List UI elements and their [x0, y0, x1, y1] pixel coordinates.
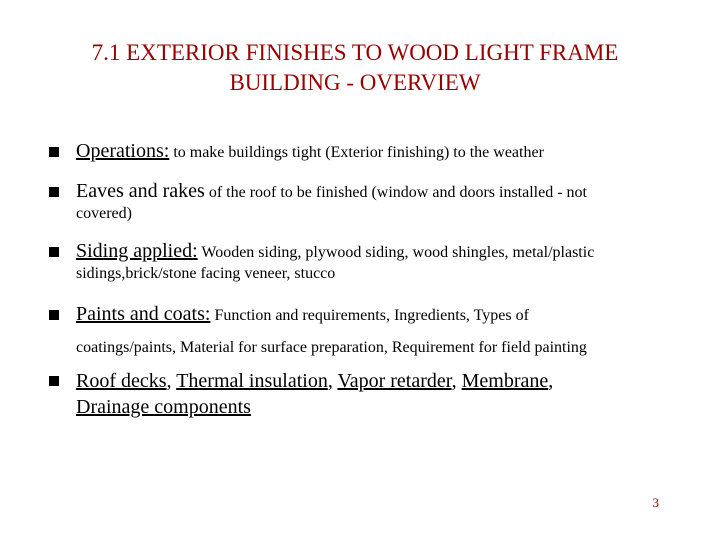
- title-line-2: BUILDING - OVERVIEW: [229, 70, 481, 95]
- bullet-continuation: sidings,brick/stone facing veneer, stucco: [76, 265, 336, 282]
- slide-title: [30, 38, 680, 98]
- item-drainage-components: Drainage components: [76, 396, 251, 418]
- bullet-continuation: coatings/paints, Material for surface preparation, Requirement for field painting: [76, 339, 587, 356]
- item-thermal-insulation: Thermal insulation: [176, 370, 328, 392]
- title-line-1: 7.1 EXTERIOR FINISHES TO WOOD LIGHT FRAME: [91, 40, 619, 65]
- bullet-text: Wooden siding, plywood siding, wood shingles, metal/plastic: [197, 244, 595, 261]
- square-bullet-icon: [48, 146, 60, 158]
- bullet-text: of the roof to be finished (window and doors installed - not: [204, 184, 587, 201]
- bullet-heading: Paints and coats:: [76, 303, 211, 325]
- square-bullet-icon: [48, 309, 60, 321]
- bullet-continuation: covered): [76, 205, 132, 222]
- item-roof-decks: Roof decks: [76, 370, 167, 392]
- bullet-heading: Eaves and rakes: [76, 180, 205, 202]
- bullet-heading: Operations:: [76, 140, 170, 162]
- item-membrane: Membrane: [461, 370, 549, 392]
- separator: ,: [166, 370, 177, 392]
- page-number: 3: [652, 495, 659, 510]
- bullet-heading: Siding applied:: [76, 240, 198, 262]
- bullet-text: Function and requirements, Ingredients, Types of: [210, 307, 529, 324]
- separator: ,: [327, 370, 338, 392]
- item-vapor-retarder: Vapor retarder: [337, 370, 452, 392]
- square-bullet-icon: [48, 186, 60, 198]
- trailing-comma: ,: [548, 370, 554, 392]
- square-bullet-icon: [48, 375, 60, 387]
- square-bullet-icon: [48, 246, 60, 258]
- bullet-text: to make buildings tight (Exterior finishing) to the weather: [169, 144, 544, 161]
- separator: ,: [451, 370, 462, 392]
